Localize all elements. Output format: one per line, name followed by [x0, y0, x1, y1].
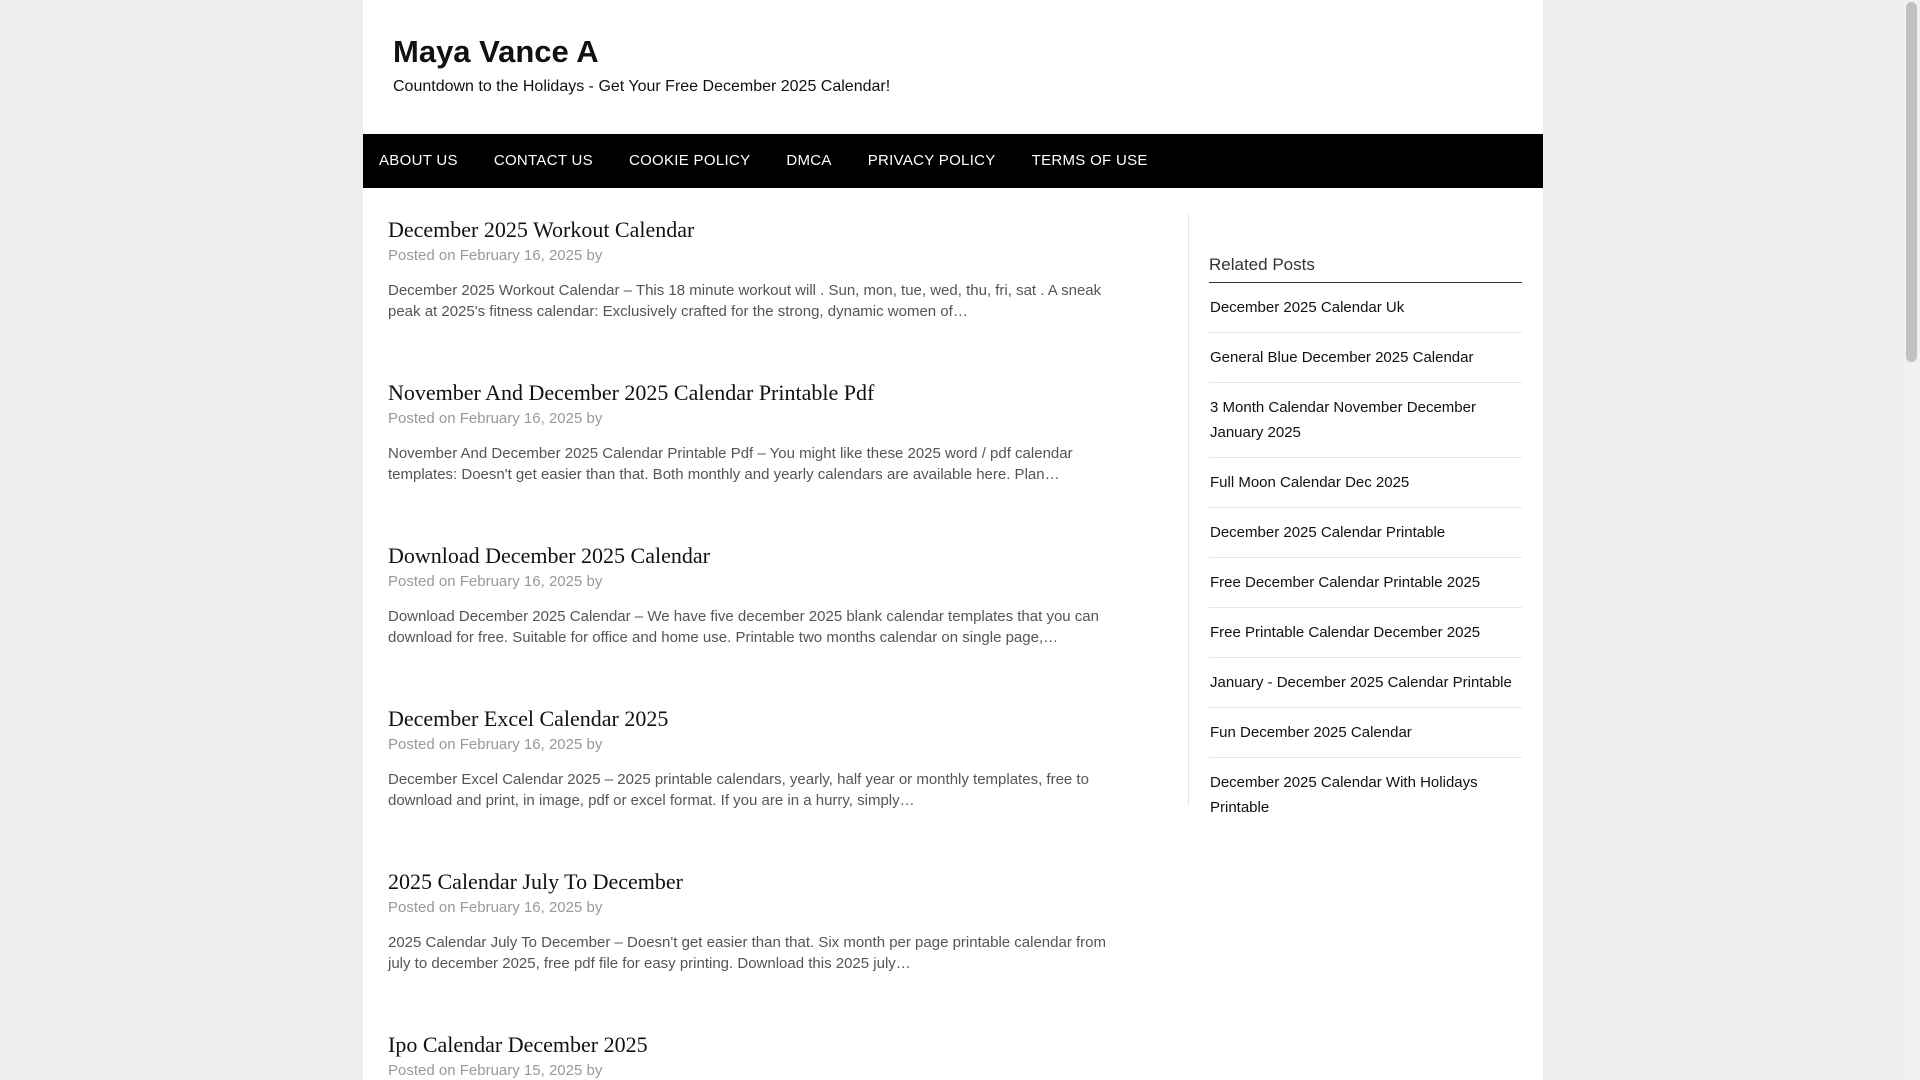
post-excerpt: December 2025 Workout Calendar – This 18 minute workout will . Sun, mon, tue, wed, thu, fri, sat . A sneak peak at 2025's fitness calendar: Exclusively crafted for the strong, dynamic women of…: [388, 282, 1102, 320]
related-post-link[interactable]: Full Moon Calendar Dec 2025: [1209, 458, 1522, 508]
posted-on-label: Posted on: [388, 1062, 456, 1079]
related-post-link[interactable]: General Blue December 2025 Calendar: [1209, 333, 1522, 383]
post-entry: [388, 703, 1118, 866]
post-meta: [388, 1061, 1118, 1080]
nav-item-dmca[interactable]: DMCA: [786, 152, 832, 169]
site-tagline: Countdown to the Holidays - Get Your Free December 2025 Calendar!: [393, 78, 891, 95]
post-meta: [388, 572, 1118, 592]
by-label: by: [586, 899, 603, 916]
main-navigation: [363, 134, 1543, 188]
related-post-link[interactable]: Free December Calendar Printable 2025: [1209, 558, 1522, 608]
by-label: by: [586, 410, 603, 427]
post-entry: [388, 214, 1118, 377]
post-entry: [388, 866, 1118, 1029]
post-meta: [388, 898, 1118, 918]
by-label: by: [586, 1062, 603, 1079]
posted-on-label: Posted on: [388, 573, 456, 590]
post-meta: [388, 409, 1118, 429]
post-title[interactable]: Download December 2025 Calendar: [388, 543, 710, 568]
post-date[interactable]: February 16, 2025: [459, 247, 583, 264]
post-excerpt: November And December 2025 Calendar Printable Pdf – You might like these 2025 word / pdf calendar templates: Doesn't get easier than that. Both monthly and yearly calendars are available here. Plan…: [388, 445, 1073, 483]
site-title[interactable]: Maya Vance A: [393, 34, 599, 69]
post-excerpt: 2025 Calendar July To December – Doesn't get easier than that. Six month per page printable calendar from july to december 2025, free pdf file for easy printing. Download this 2025 july…: [388, 934, 1107, 972]
nav-item-contact-us[interactable]: CONTACT US: [493, 152, 593, 169]
post-title[interactable]: Ipo Calendar December 2025: [388, 1032, 648, 1057]
by-label: by: [586, 247, 603, 264]
related-post-link[interactable]: Free Printable Calendar December 2025: [1209, 608, 1522, 658]
sidebar-related-posts: [1209, 254, 1522, 832]
post-date[interactable]: February 16, 2025: [459, 899, 583, 916]
nav-item-about-us[interactable]: ABOUT US: [379, 152, 458, 169]
post-list: [388, 214, 1118, 1080]
by-label: by: [586, 736, 603, 753]
page-container: [363, 0, 1543, 1080]
posted-on-label: Posted on: [388, 736, 456, 753]
nav-item-terms-of-use[interactable]: TERMS OF USE: [1031, 152, 1148, 169]
post-date[interactable]: February 16, 2025: [459, 573, 583, 590]
post-date[interactable]: February 16, 2025: [459, 736, 583, 753]
nav-item-privacy-policy[interactable]: PRIVACY POLICY: [867, 152, 996, 169]
post-date[interactable]: February 15, 2025: [459, 1062, 583, 1079]
posted-on-label: Posted on: [388, 410, 456, 427]
post-title[interactable]: December Excel Calendar 2025: [388, 706, 669, 731]
post-entry: [388, 1029, 1118, 1080]
related-post-link[interactable]: December 2025 Calendar With Holidays Printable: [1210, 774, 1478, 816]
posted-on-label: Posted on: [388, 899, 456, 916]
post-title[interactable]: November And December 2025 Calendar Printable Pdf: [388, 380, 875, 405]
post-date[interactable]: February 16, 2025: [459, 410, 583, 427]
sidebar-divider: [1188, 214, 1189, 806]
related-post-link[interactable]: Fun December 2025 Calendar: [1209, 708, 1522, 758]
related-post-link[interactable]: January - December 2025 Calendar Printable: [1209, 658, 1522, 708]
widget-title: Related Posts: [1209, 254, 1522, 283]
vertical-scrollbar[interactable]: [1903, 0, 1920, 1080]
related-post-link[interactable]: December 2025 Calendar Uk: [1209, 283, 1522, 333]
post-title[interactable]: December 2025 Workout Calendar: [388, 217, 695, 242]
post-meta: [388, 246, 1118, 266]
post-entry: [388, 540, 1118, 703]
posted-on-label: Posted on: [388, 247, 456, 264]
post-entry: [388, 377, 1118, 540]
post-excerpt: December Excel Calendar 2025 – 2025 printable calendars, yearly, half year or monthly templates, free to download and print, in image, pdf or excel format. If you are in a hurry, simply…: [388, 771, 1089, 809]
nav-item-cookie-policy[interactable]: COOKIE POLICY: [628, 152, 751, 169]
post-meta: [388, 735, 1118, 755]
by-label: by: [586, 573, 603, 590]
scrollbar-thumb[interactable]: [1906, 2, 1917, 362]
post-excerpt: Download December 2025 Calendar – We have five december 2025 blank calendar templates that you can download for free. Suitable for office and home use. Printable two months calendar on single page,…: [388, 608, 1099, 646]
related-post-link[interactable]: 3 Month Calendar November December January 2025: [1209, 383, 1522, 458]
site-header: [363, 0, 1543, 134]
related-post-link[interactable]: December 2025 Calendar Printable: [1209, 508, 1522, 558]
related-posts-list: [1209, 283, 1522, 832]
post-title[interactable]: 2025 Calendar July To December: [388, 869, 683, 894]
